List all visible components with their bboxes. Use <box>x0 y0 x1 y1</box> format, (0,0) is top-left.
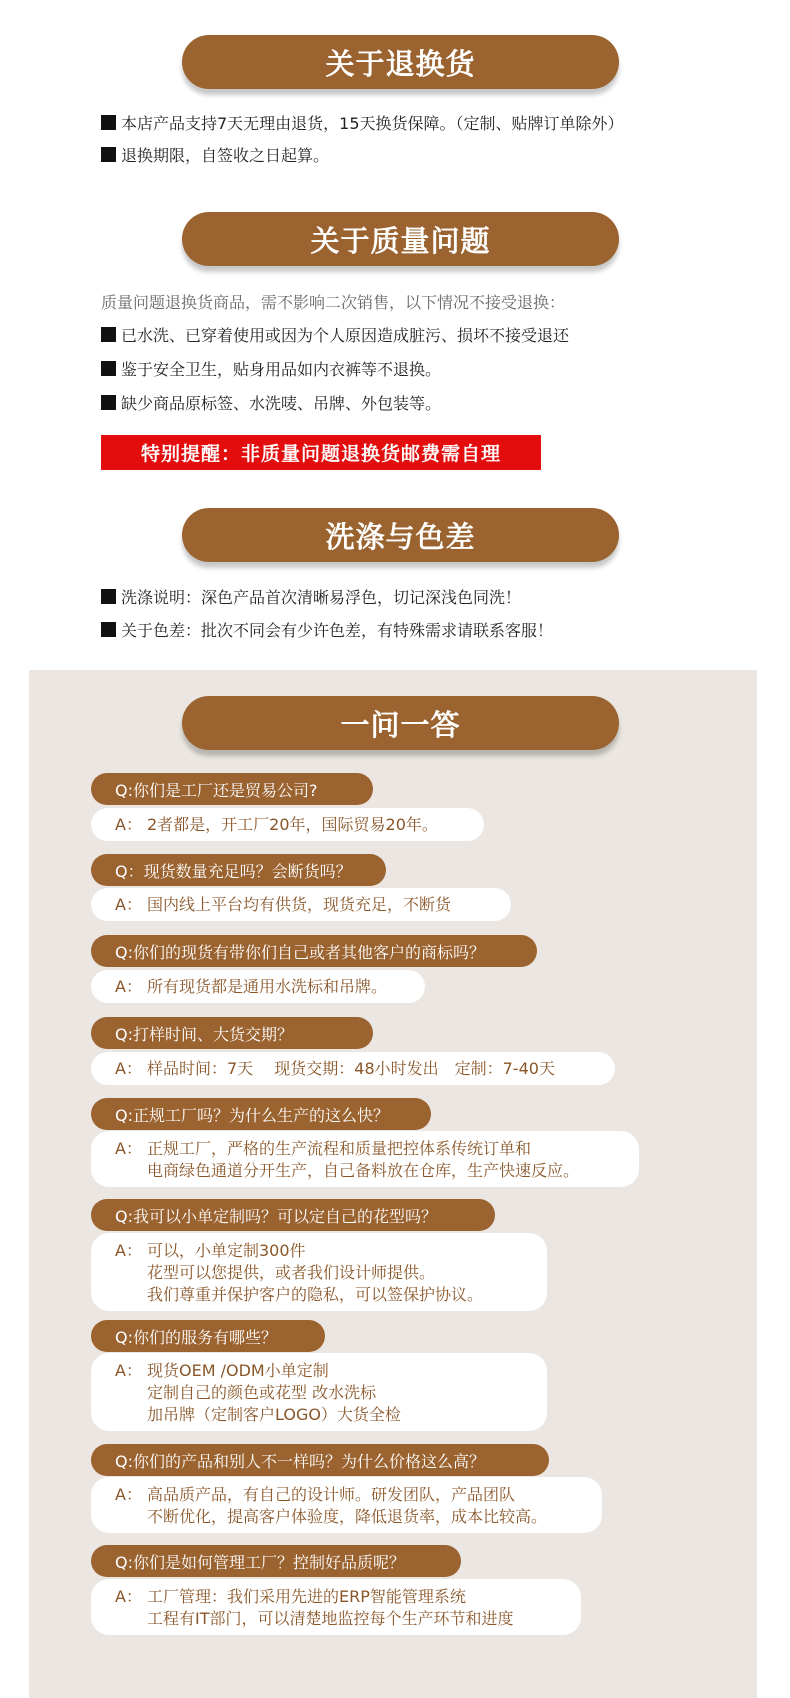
washing-bullet-2 <box>101 618 553 641</box>
answer-label: A： <box>115 976 142 996</box>
returns-bullet-2 <box>101 143 329 166</box>
faq-answer-line: 我们尊重并保护客户的隐私，可以签保护协议。 <box>147 1285 484 1304</box>
faq-answer-line: 2者都是，开工厂20年，国际贸易20年。 <box>147 814 438 834</box>
faq-question: Q:打样时间、大货交期？ <box>91 1017 373 1049</box>
faq-answer-line: 高品质产品，有自己的设计师。研发团队，产品团队 <box>147 1485 516 1504</box>
faq-answer <box>91 1233 547 1311</box>
faq-question: Q:你们的现货有带你们自己或者其他客户的商标吗？ <box>91 935 537 967</box>
special-reminder-banner: 特别提醒：非质量问题退换货邮费需自理 <box>101 435 541 470</box>
answer-label: A： <box>115 1361 142 1380</box>
faq-answer <box>91 1579 581 1635</box>
answer-label: A： <box>115 894 142 914</box>
faq-answer <box>91 888 511 921</box>
answer-label: A： <box>115 1587 142 1606</box>
faq-answer-line: 正规工厂，严格的生产流程和质量把控体系传统订单和 <box>147 1139 532 1158</box>
returns-bullet-2-text: 退换期限，自签收之日起算。 <box>121 146 330 165</box>
washing-bullet-1-text: 洗涤说明：深色产品首次清晰易浮色，切记深浅色同洗！ <box>121 588 522 607</box>
faq-answer-line: 花型可以您提供，或者我们设计师提供。 <box>147 1263 436 1282</box>
quality-bullet-2-text: 鉴于安全卫生，贴身用品如内衣裤等不退换。 <box>121 360 442 379</box>
square-bullet-icon <box>101 115 116 130</box>
faq-question: Q:你们的产品和别人不一样吗？为什么价格这么高？ <box>91 1444 549 1476</box>
faq-question: Q:你们是工厂还是贸易公司? <box>91 773 373 805</box>
faq-answer <box>91 1353 547 1431</box>
faq-answer-line: 可以，小单定制300件 <box>147 1241 306 1260</box>
section-title-washing: 洗涤与色差 <box>182 508 619 562</box>
faq-question: Q:我可以小单定制吗？可以定自己的花型吗？ <box>91 1199 495 1231</box>
square-bullet-icon <box>101 327 116 342</box>
returns-bullet-1 <box>101 111 624 134</box>
faq-question: Q:你们是如何管理工厂？控制好品质呢？ <box>91 1545 461 1577</box>
faq-answer-line: 工程有IT部门，可以清楚地监控每个生产环节和进度 <box>147 1609 514 1628</box>
faq-question: Q:正规工厂吗？为什么生产的这么快？ <box>91 1098 431 1130</box>
faq-answer <box>91 808 484 841</box>
quality-intro: 质量问题退换货商品，需不影响二次销售，以下情况不接受退换： <box>101 293 566 312</box>
faq-answer-line: 所有现货都是通用水洗标和吊牌。 <box>147 976 388 996</box>
answer-label: A： <box>115 1058 142 1078</box>
faq-question: Q:你们的服务有哪些？ <box>91 1320 325 1352</box>
faq-answer-line: 电商绿色通道分开生产，自己备料放在仓库，生产快速反应。 <box>147 1161 580 1180</box>
faq-answer-line: 样品时间：7天 现货交期：48小时发出 定制：7-40天 <box>147 1058 555 1078</box>
faq-answer-line: 不断优化，提高客户体验度，降低退货率，成本比较高。 <box>147 1507 548 1526</box>
answer-label: A： <box>115 814 142 834</box>
section-title-quality: 关于质量问题 <box>182 212 619 266</box>
quality-bullet-1-text: 已水洗、已穿着使用或因为个人原因造成脏污、损坏不接受退还 <box>121 326 570 345</box>
square-bullet-icon <box>101 147 116 162</box>
faq-answer-line: 国内线上平台均有供货，现货充足，不断货 <box>147 894 452 914</box>
answer-label: A： <box>115 1139 142 1158</box>
washing-bullet-1 <box>101 585 521 608</box>
square-bullet-icon <box>101 589 116 604</box>
square-bullet-icon <box>101 361 116 376</box>
quality-bullet-3 <box>101 391 441 414</box>
faq-answer <box>91 1477 602 1533</box>
square-bullet-icon <box>101 395 116 410</box>
returns-bullet-1-text: 本店产品支持7天无理由退货，15天换货保障。（定制、贴牌订单除外） <box>121 114 624 133</box>
section-title-returns: 关于退换货 <box>182 35 619 89</box>
faq-answer-line: 加吊牌（定制客户LOGO）大货全检 <box>147 1405 401 1424</box>
section-title-faq: 一问一答 <box>182 696 619 750</box>
faq-question: Q：现货数量充足吗？会断货吗？ <box>91 854 386 886</box>
faq-answer-line: 现货OEM /ODM小单定制 <box>147 1361 329 1380</box>
answer-label: A： <box>115 1241 142 1260</box>
faq-answer <box>91 970 425 1003</box>
answer-label: A： <box>115 1485 142 1504</box>
faq-answer <box>91 1052 615 1085</box>
quality-bullet-2 <box>101 357 441 380</box>
faq-answer-line: 定制自己的颜色或花型 改水洗标 <box>147 1383 377 1402</box>
faq-answer <box>91 1131 639 1187</box>
quality-bullet-1 <box>101 323 569 346</box>
square-bullet-icon <box>101 622 116 637</box>
washing-bullet-2-text: 关于色差：批次不同会有少许色差，有特殊需求请联系客服！ <box>121 621 554 640</box>
faq-answer-line: 工厂管理：我们采用先进的ERP智能管理系统 <box>147 1587 466 1606</box>
quality-bullet-3-text: 缺少商品原标签、水洗唛、吊牌、外包装等。 <box>121 394 442 413</box>
